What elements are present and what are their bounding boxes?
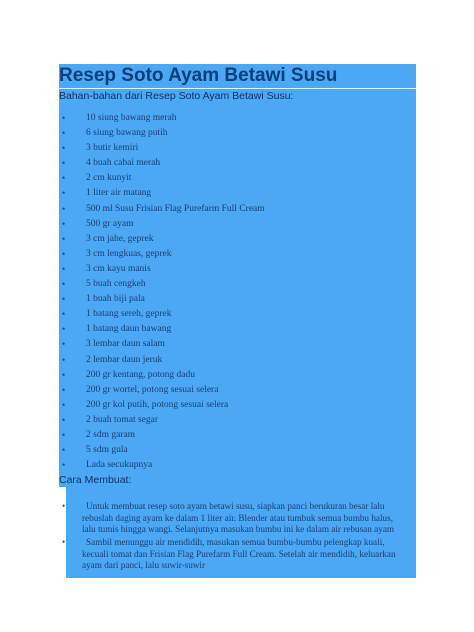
bullet-marker: • <box>62 128 66 139</box>
bullet-marker: • <box>62 537 66 547</box>
bullet-marker: • <box>62 113 66 123</box>
step-item <box>62 501 416 536</box>
steps-section <box>62 487 416 578</box>
step-line: lalu tumis hingga wangi. Selanjutnya masukan bumbu ini ke dalam air rebusan ayam <box>82 524 395 534</box>
bullet-marker: • <box>62 309 66 320</box>
bullet-marker: • <box>62 354 66 365</box>
ingredient-text: 5 sdm gula <box>86 445 128 456</box>
bullet-marker: • <box>62 233 66 244</box>
ingredient-text: 3 cm lengkuas, geprek <box>86 248 172 259</box>
ingredient-text: 3 cm kayu manis <box>86 263 151 274</box>
ingredient-text: 5 buah cengkeh <box>86 279 146 290</box>
bullet-marker: • <box>62 173 66 184</box>
ingredient-item <box>59 383 416 398</box>
ingredient-item <box>59 217 416 232</box>
ingredient-item <box>59 126 416 141</box>
bullet-marker: • <box>62 384 66 395</box>
ingredient-item <box>59 307 416 322</box>
ingredient-text: 6 siung bawang putih <box>86 128 168 139</box>
step-line: ayam dari panci, lalu suwir-suwir <box>82 560 206 570</box>
bullet-marker: • <box>62 143 66 154</box>
bullet-marker: • <box>62 414 66 425</box>
steps-heading: Cara Membuat: <box>59 473 416 487</box>
ingredient-item <box>59 141 416 156</box>
bullet-marker: • <box>62 399 66 410</box>
bullet-marker: • <box>62 324 66 335</box>
bullet-marker: • <box>62 158 66 169</box>
ingredient-item <box>59 398 416 413</box>
ingredient-text: 1 buah biji pala <box>86 294 145 305</box>
ingredient-item <box>59 443 416 458</box>
ingredient-item <box>59 413 416 428</box>
ingredient-item <box>59 186 416 201</box>
ingredient-text: 200 gr kentang, potong dadu <box>86 369 195 380</box>
ingredient-text: 200 gr kol putih, potong sesuai selera <box>86 399 229 410</box>
ingredient-text: 500 gr ayam <box>86 218 134 229</box>
ingredient-text: 200 gr wortel, potong sesuai selera <box>86 384 219 395</box>
ingredient-item <box>59 337 416 352</box>
ingredient-item <box>59 202 416 217</box>
ingredient-text: 500 ml Susu Frisian Flag Purefarm Full Cream <box>86 203 265 214</box>
ingredient-text: 2 sdm garam <box>86 429 136 440</box>
ingredient-text: 3 cm jahe, geprek <box>86 233 154 244</box>
ingredient-text: 10 siung bawang merah <box>86 113 177 123</box>
ingredient-item <box>59 292 416 307</box>
ingredient-text: 1 liter air matang <box>86 188 152 199</box>
recipe-title: Resep Soto Ayam Betawi Susu <box>59 64 416 88</box>
ingredient-item <box>59 353 416 368</box>
ingredient-text: 4 buah cabai merah <box>86 158 161 169</box>
ingredient-text: 2 buah tomat segar <box>86 414 159 425</box>
ingredient-text: Lada secukupnya <box>86 460 153 471</box>
ingredient-item <box>59 262 416 277</box>
ingredients-list <box>59 111 416 473</box>
bullet-marker: • <box>62 429 66 440</box>
bullet-marker: • <box>62 445 66 456</box>
bullet-marker: • <box>62 218 66 229</box>
ingredients-heading: Bahan-bahan dari Resep Soto Ayam Betawi Susu: <box>59 89 416 103</box>
bullet-marker: • <box>62 460 66 471</box>
bullet-marker: • <box>62 203 66 214</box>
ingredient-text: 3 butir kemiri <box>86 143 139 154</box>
ingredient-item <box>59 247 416 262</box>
bullet-marker: • <box>62 248 66 259</box>
ingredient-item <box>59 428 416 443</box>
ingredient-item <box>59 156 416 171</box>
bullet-marker: • <box>62 501 66 511</box>
step-line: rebuslah daging ayam ke dalam 1 liter air. Blender atau tumbuk semua bumbu halus, <box>82 512 394 523</box>
ingredient-text: 2 lembar daun jeruk <box>86 354 163 365</box>
ingredient-item <box>59 232 416 247</box>
bullet-marker: • <box>62 369 66 380</box>
step-line: Untuk membuat resep soto ayam betawi susu, siapkan panci berukuran besar lalu <box>86 501 385 511</box>
ingredient-item <box>59 458 416 473</box>
ingredient-item <box>59 171 416 186</box>
step-line: Sambil menunggu air mendidih, masukan semua bumbu-bumbu pelengkap kuali, <box>86 537 385 547</box>
ingredient-text: 2 cm kunyit <box>86 173 132 184</box>
ingredient-item <box>59 322 416 337</box>
step-line: kecuali tomat dan Frisian Flag Purefarm Full Cream. Setelah air mendidih, keluarkan <box>82 548 396 559</box>
bullet-marker: • <box>62 339 66 350</box>
ingredient-text: 1 batang sereh, geprek <box>86 309 172 320</box>
ingredient-item <box>59 368 416 383</box>
bullet-marker: • <box>62 188 66 199</box>
bullet-marker: • <box>62 279 66 290</box>
step-item <box>62 537 416 572</box>
ingredients-section <box>59 103 416 473</box>
ingredient-text: 1 batang daun bawang <box>86 324 172 335</box>
ingredient-item <box>59 277 416 292</box>
bullet-marker: • <box>62 263 66 274</box>
bullet-marker: • <box>62 294 66 305</box>
ingredient-item <box>59 111 416 126</box>
ingredient-text: 3 lembar daun salam <box>86 339 165 350</box>
